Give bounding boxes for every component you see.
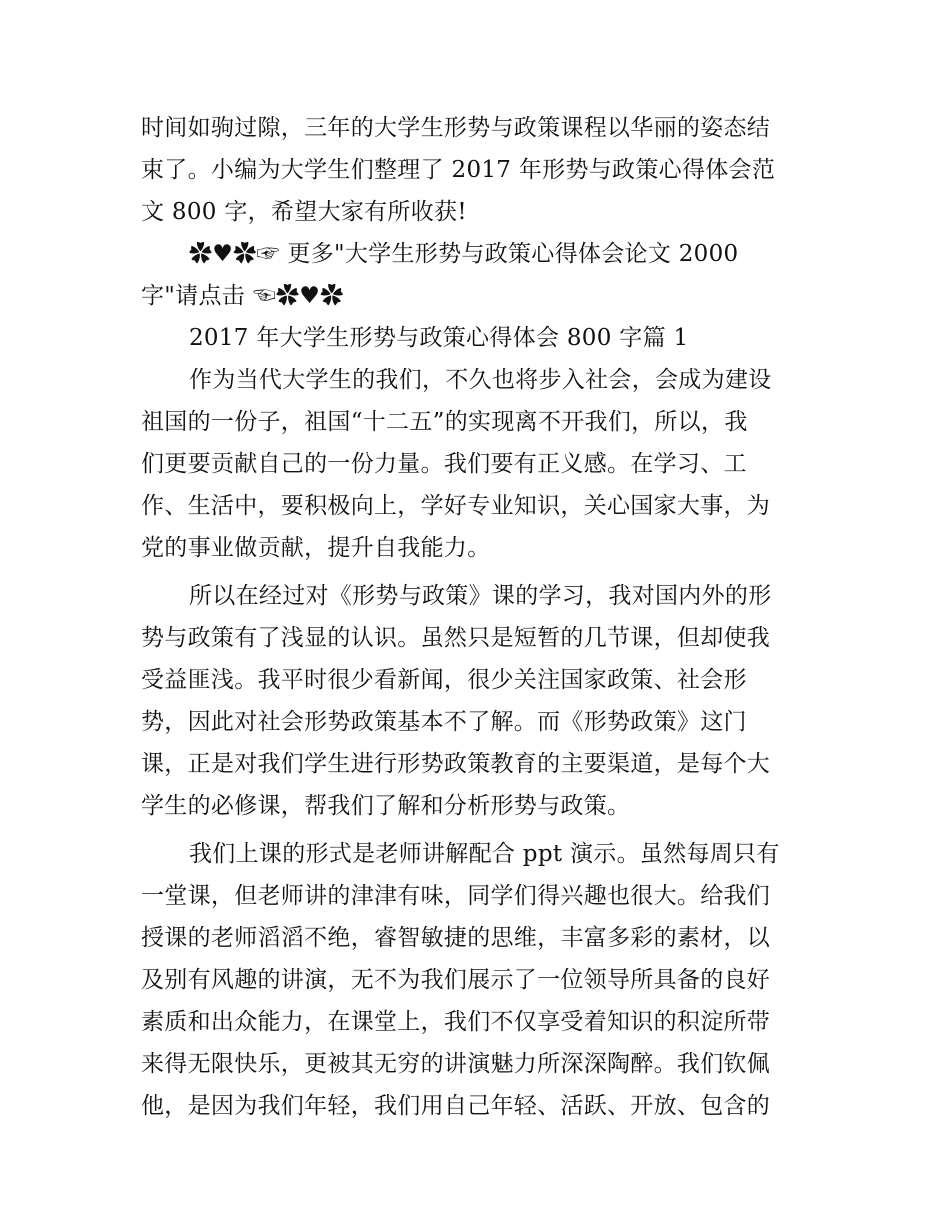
text-line: 受益匪浅。我平时很少看新闻，很少关注国家政策、社会形: [141, 667, 747, 693]
text-line: 势与政策有了浅显的认识。虽然只是短暂的几节课，但却使我: [141, 625, 771, 651]
text-line: 作为当代大学生的我们，不久也将步入社会，会成为建设: [189, 367, 772, 393]
text-line: 他，是因为我们年轻，我们用自己年轻、活跃、开放、包含的: [141, 1093, 771, 1119]
text-line: 一堂课，但老师讲的津津有味，同学们得兴趣也很大。给我们: [141, 883, 771, 909]
text-line: 所以在经过对《形势与政策》课的学习，我对国内外的形: [189, 583, 772, 609]
more-link-line[interactable]: ✿♥✿☞ 更多"大学生形势与政策心得体会论文 2000: [189, 241, 739, 267]
text-line: 学生的必修课，帮我们了解和分析形势与政策。: [141, 793, 631, 819]
text-line: 作、生活中，要积极向上，学好专业知识，关心国家大事，为: [141, 493, 771, 519]
text-line: 时间如驹过隙，三年的大学生形势与政策课程以华丽的姿态结: [141, 115, 771, 141]
text-line: 及别有风趣的讲演，无不为我们展示了一位领导所具备的良好: [141, 967, 771, 993]
text-line: 党的事业做贡献，提升自我能力。: [141, 535, 491, 561]
text-line: 束了。小编为大学生们整理了 2017 年形势与政策心得体会范: [141, 157, 776, 183]
text-line: 势，因此对社会形势政策基本不了解。而《形势政策》这门: [141, 709, 747, 735]
text-line: 课，正是对我们学生进行形势政策教育的主要渠道，是每个大: [141, 751, 771, 777]
text-line: 祖国的一份子，祖国“十二五”的实现离不开我们，所以，我: [141, 409, 748, 435]
text-line: 来得无限快乐，更被其无穷的讲演魅力所深深陶醉。我们钦佩: [141, 1051, 771, 1077]
text-line: 我们上课的形式是老师讲解配合 ppt 演示。虽然每周只有: [189, 841, 780, 867]
text-line: 素质和出众能力，在课堂上，我们不仅享受着知识的积淀所带: [141, 1009, 771, 1035]
section-heading: 2017 年大学生形势与政策心得体会 800 字篇 1: [189, 325, 689, 351]
text-line: 们更要贡献自己的一份力量。我们要有正义感。在学习、工: [141, 451, 747, 477]
text-line: 文 800 字，希望大家有所收获!: [141, 199, 467, 225]
more-link-line[interactable]: 字"请点击 ☜✿♥✿: [141, 283, 344, 309]
text-line: 授课的老师滔滔不绝，睿智敏捷的思维，丰富多彩的素材，以: [141, 925, 771, 951]
